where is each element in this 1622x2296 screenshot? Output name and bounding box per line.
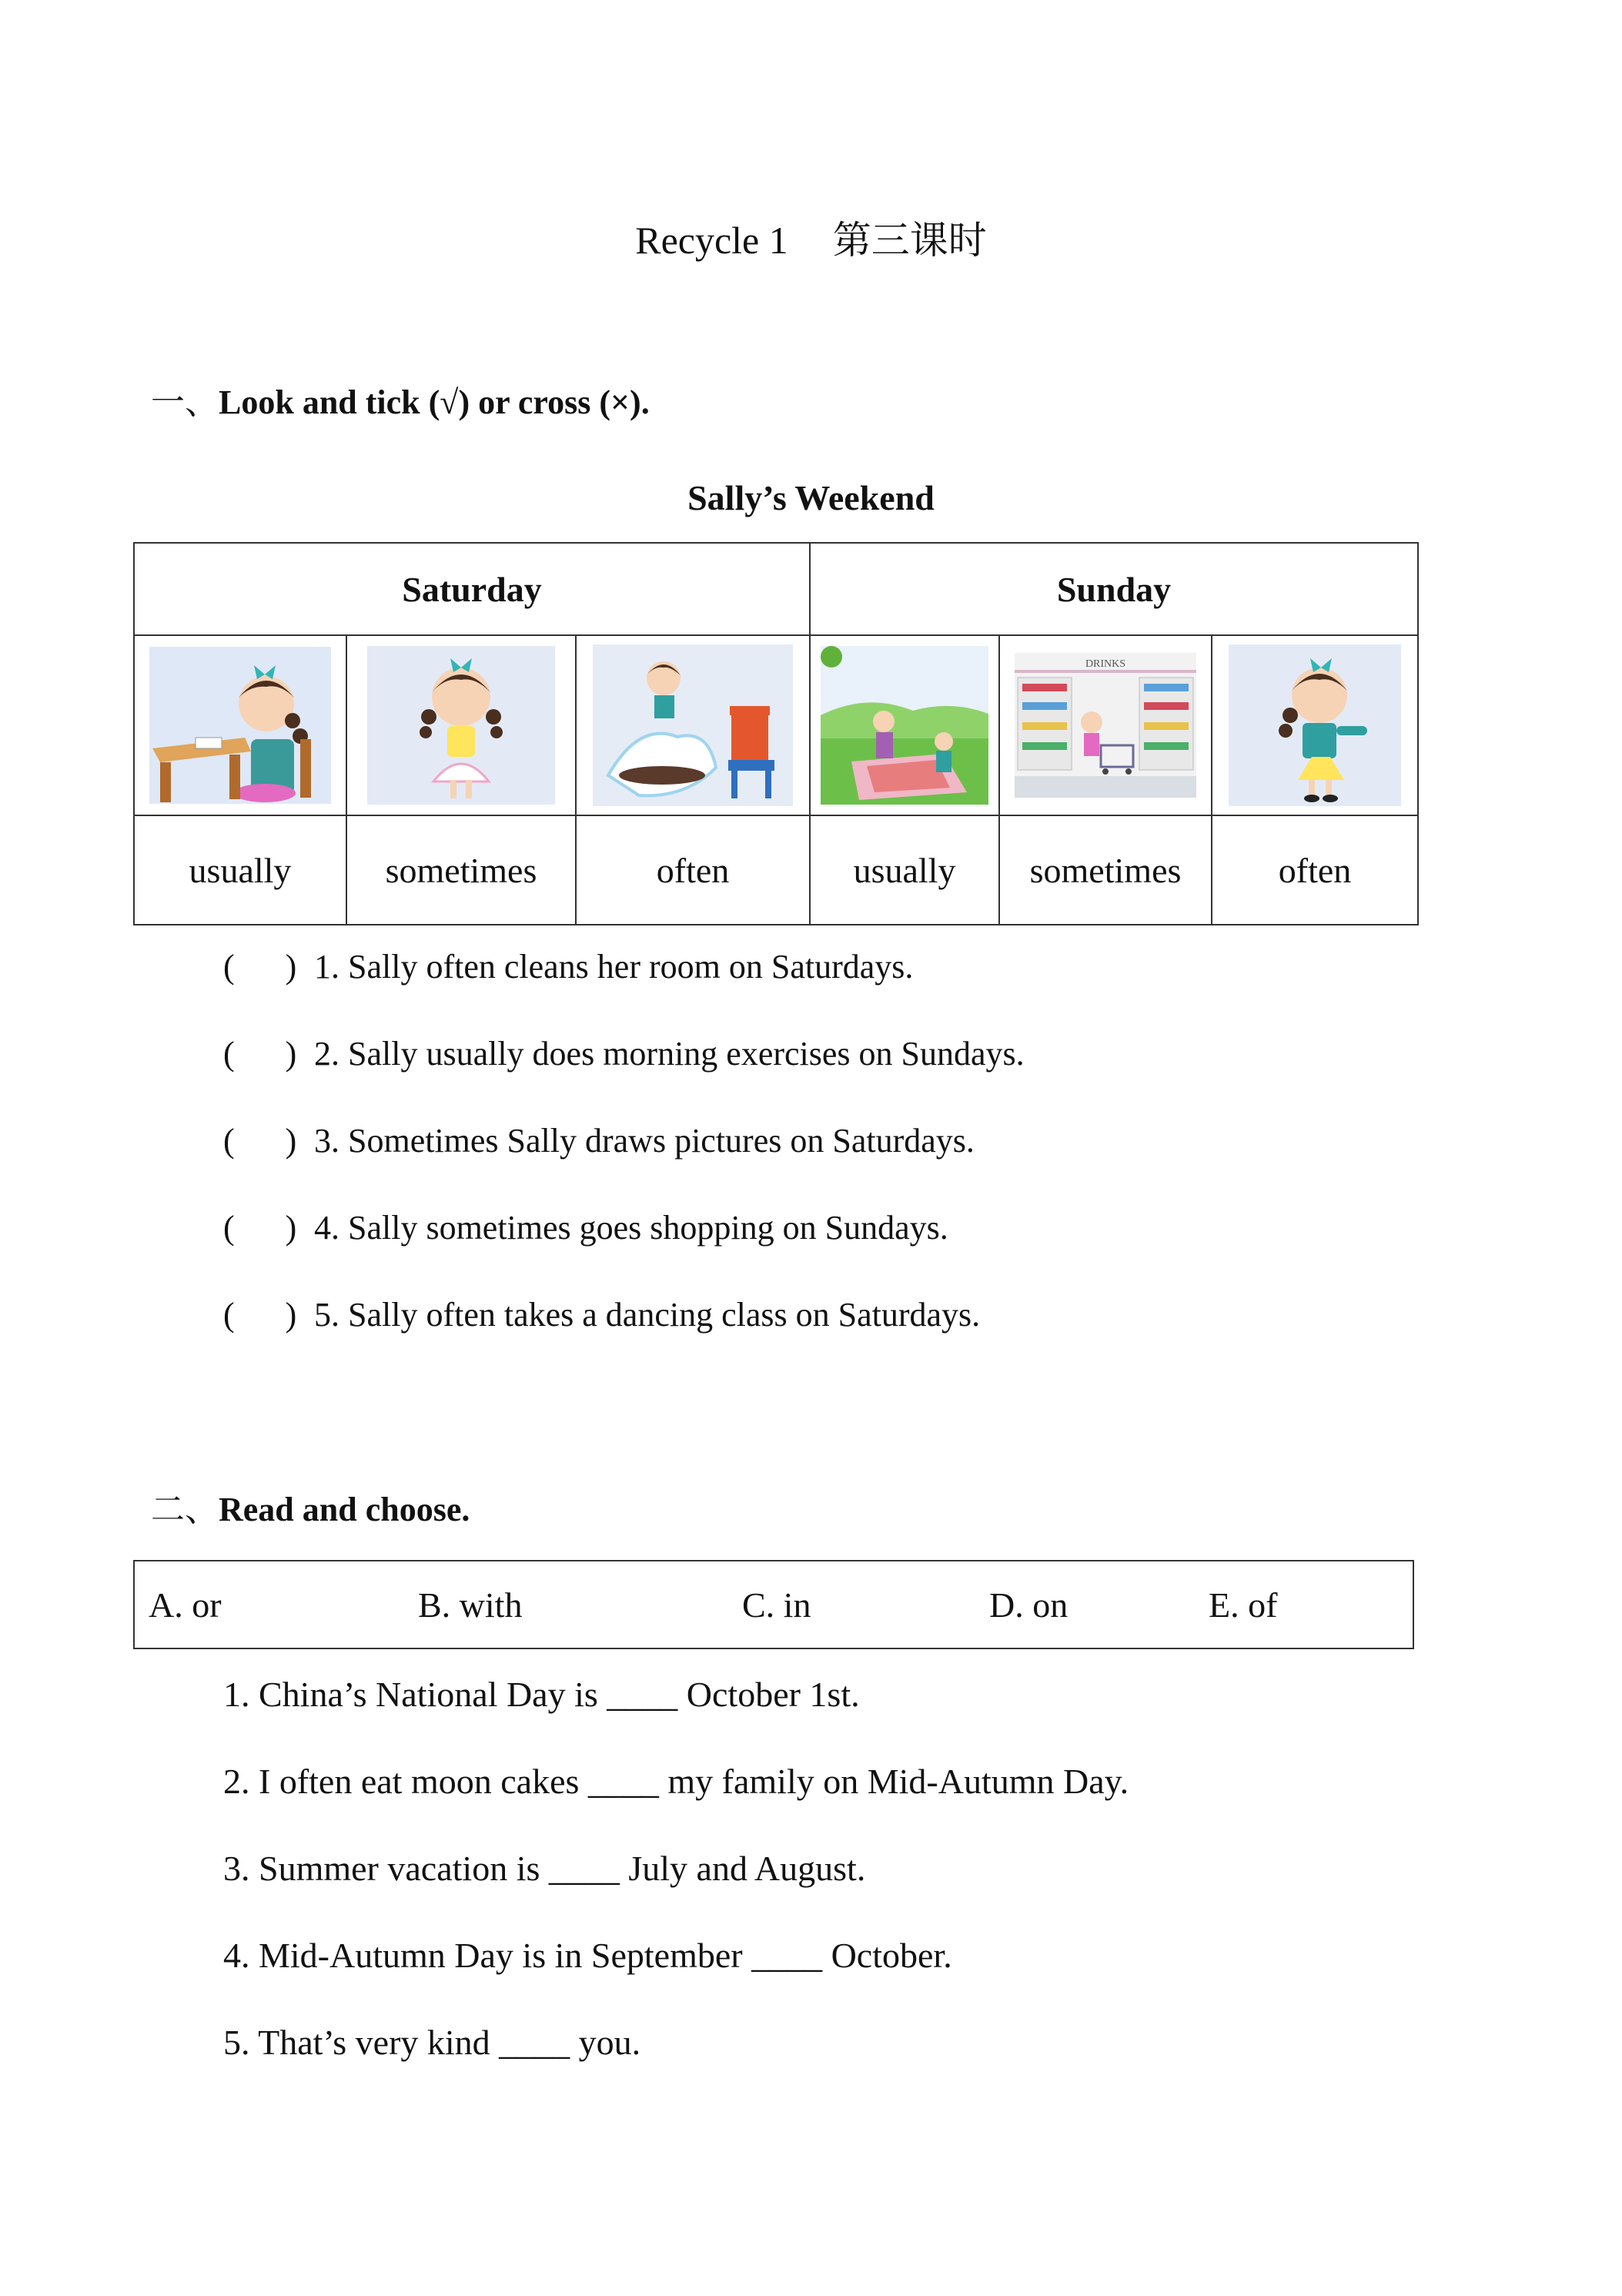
section1-instruction: Look and tick (√) or cross (×). [219,383,650,421]
section1-number: 一、 [151,383,219,421]
page-title [0,209,1622,265]
fill-sentence: 5. That’s very kind ____ you. [223,2023,641,2062]
title-english: Recycle 1 [635,219,788,262]
picture-cell [1212,635,1418,815]
question-text: 2. Sally usually does morning exercises on Sundays. [314,1035,1025,1073]
option-d: D. on [989,1585,1069,1625]
picture-cell [346,635,576,815]
frequency-cell: often [576,815,810,925]
question-item [223,1034,1025,1073]
fill-sentence: 3. Summer vacation is ____ July and August. [223,1849,866,1888]
picture-cell [134,635,346,815]
fill-sentence: 4. Mid-Autumn Day is in September ____ October. [223,1936,952,1975]
drinks-sign: DRINKS [1085,658,1126,670]
day-header-saturday: Saturday [134,543,810,635]
fill-sentence: 2. I often eat moon cakes ____ my family on Mid-Autumn Day. [223,1762,1129,1801]
question-text: 1. Sally often cleans her room on Saturdays. [314,948,914,986]
answer-blank[interactable]: ( ) [223,1122,297,1160]
table-title: Sally’s Weekend [687,478,935,517]
family-picnic-park-icon [821,646,988,805]
girl-writing-at-desk-icon [149,647,331,804]
section2-heading [151,1481,470,1531]
picture-cell [999,635,1212,815]
question-item [223,1208,948,1247]
question-item [223,1121,975,1160]
question-item [223,1295,980,1334]
question-text: 3. Sometimes Sally draws pictures on Saturdays. [314,1122,975,1160]
picture-cell [576,635,810,815]
girl-exercising-icon [1229,644,1401,806]
section2-instruction: Read and choose. [219,1491,470,1528]
answer-blank[interactable]: ( ) [223,1296,297,1334]
frequency-cell: usually [810,815,999,925]
question-text: 4. Sally sometimes goes shopping on Sundays. [314,1209,948,1247]
question-text: 5. Sally often takes a dancing class on Saturdays. [314,1296,981,1334]
frequency-cell: sometimes [346,815,576,925]
frequency-cell: usually [134,815,346,925]
option-b: B. with [418,1585,523,1625]
girl-dancing-icon [367,646,555,805]
answer-blank[interactable]: ( ) [223,1209,297,1247]
fill-sentence: 1. China’s National Day is ____ October 1st. [223,1675,860,1714]
section2-number: 二、 [151,1491,219,1528]
girl-cleaning-room-icon [593,644,793,806]
day-header-sunday: Sunday [810,543,1418,635]
weekend-table [133,542,1419,925]
option-c: C. in [742,1585,811,1625]
question-item [223,947,913,986]
section1-heading [151,374,650,423]
picture-cell [810,635,999,815]
title-chinese: 第三课时 [832,219,987,262]
answer-blank[interactable]: ( ) [223,1035,297,1073]
frequency-cell: sometimes [999,815,1212,925]
answer-blank[interactable]: ( ) [223,948,297,986]
girl-shopping-supermarket-icon [1015,653,1196,798]
option-e: E. of [1209,1585,1278,1625]
frequency-cell: often [1212,815,1418,925]
option-a: A. or [149,1585,222,1625]
